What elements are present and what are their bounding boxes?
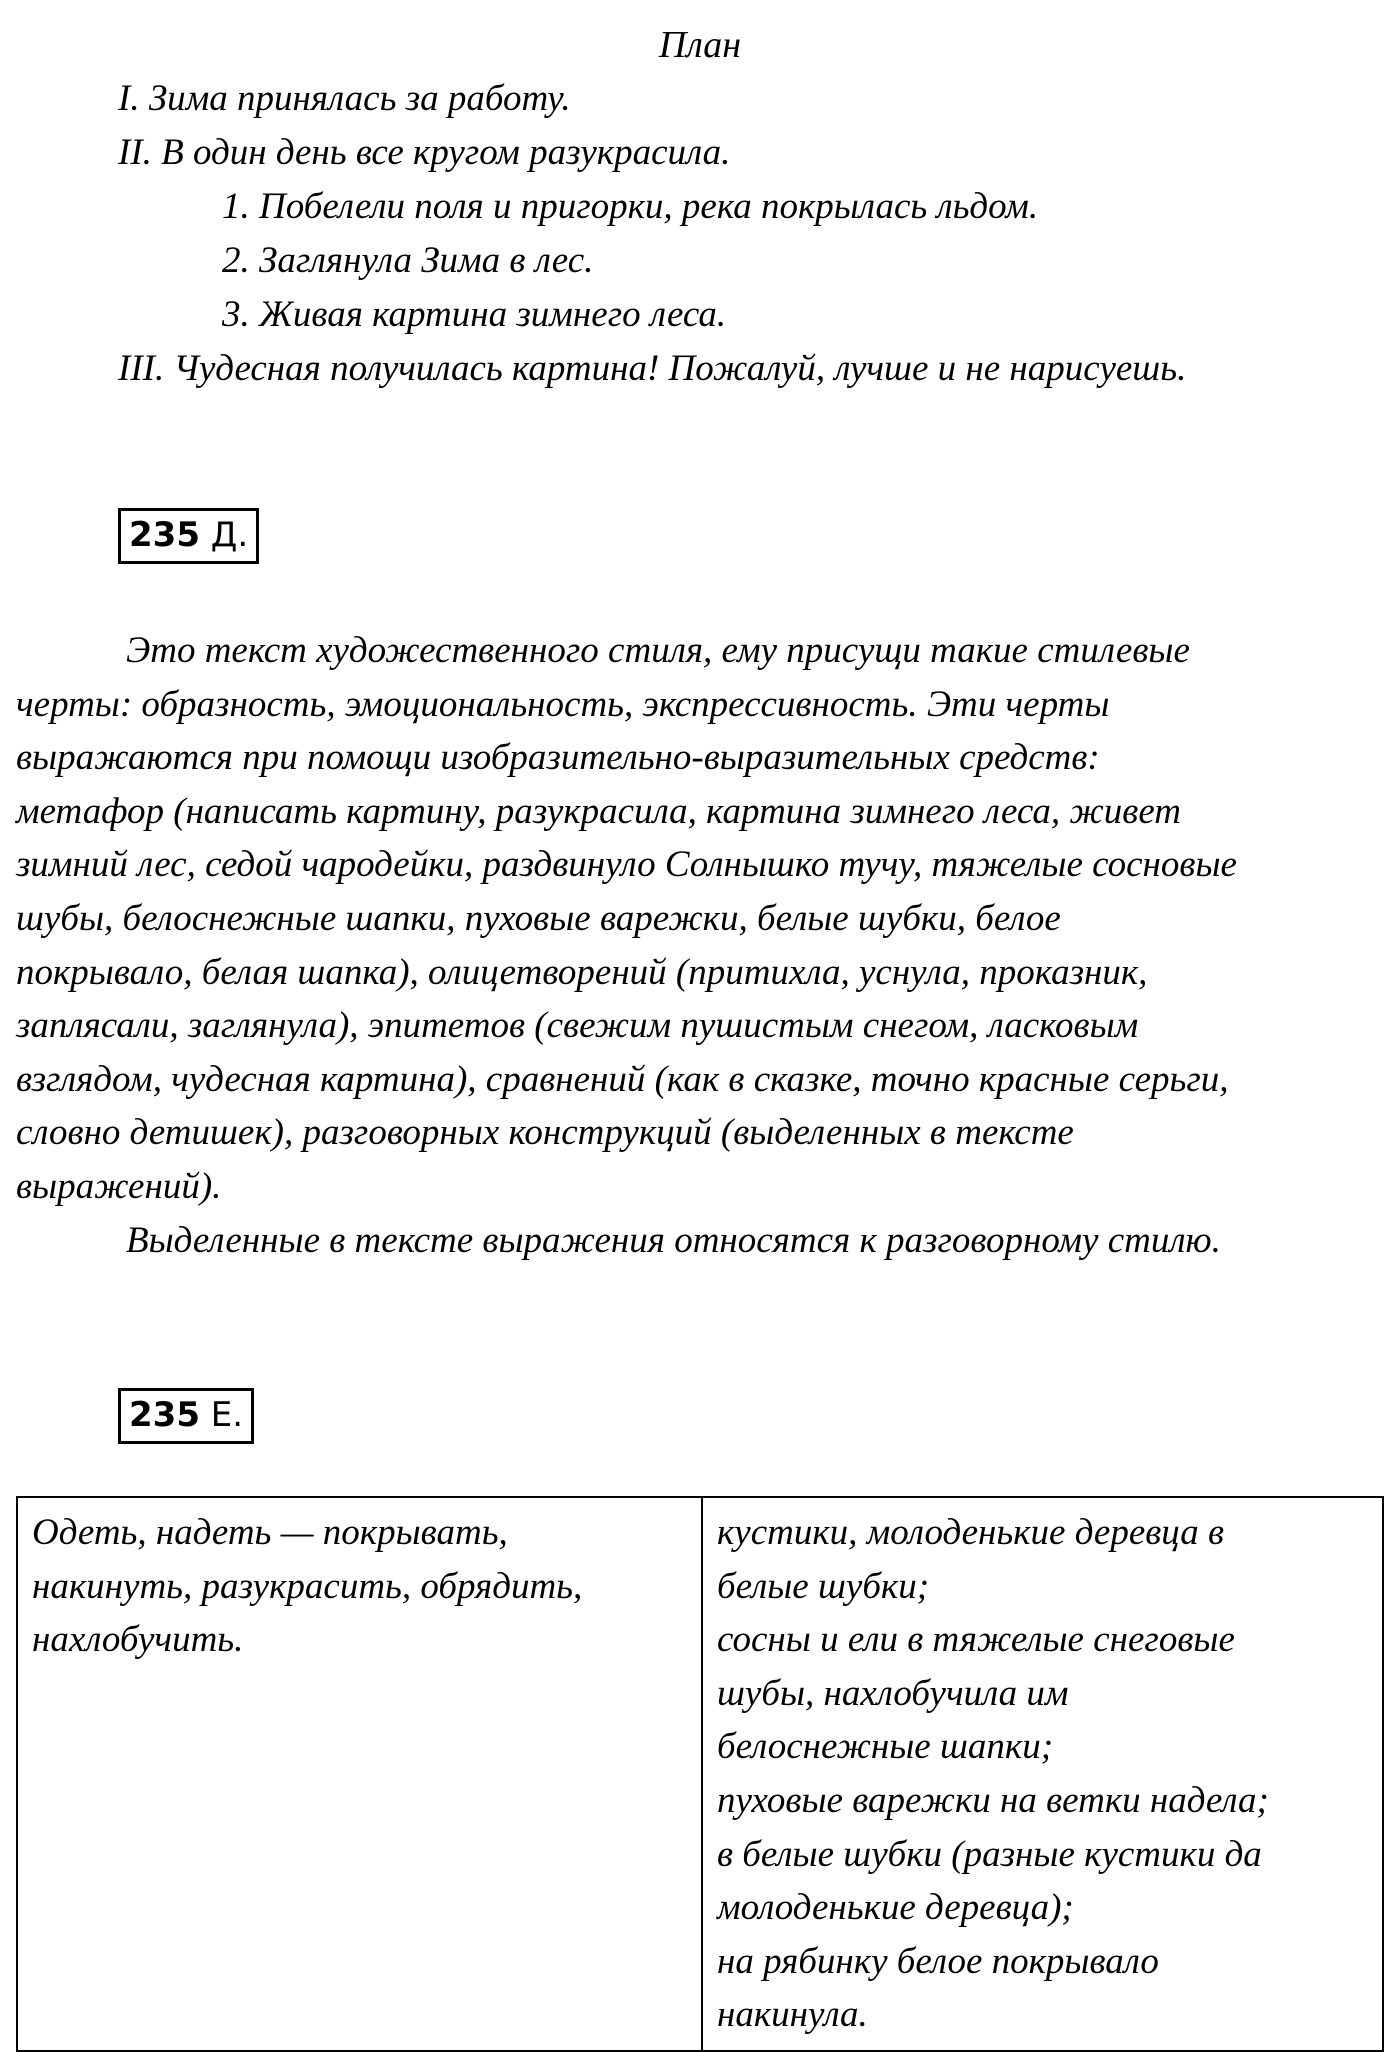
table-row: [17, 1497, 1383, 2051]
right-cell-line: сосны и ели в тяжелые снеговые: [717, 1619, 1235, 1661]
table-cell-right: [702, 1497, 1383, 2051]
right-cell-line: на рябинку белое покрывало: [717, 1940, 1159, 1982]
paragraph-line: шубы, белоснежные шапки, пуховые варежки, белые шубки, белое: [16, 897, 1061, 939]
paragraph-line: словно детишек), разговорных конструкций (выделенных в тексте: [16, 1112, 1074, 1154]
right-cell-line: молоденькие деревца);: [717, 1887, 1074, 1929]
paragraph-line: Это текст художественного стиля, ему присущи такие стилевые: [126, 630, 1190, 671]
plan-item-2: II. В один день все кругом разукрасила.: [118, 132, 731, 173]
task-d-paragraph: [16, 624, 1388, 1267]
conclusion-line: Выделенные в тексте выражения относятся к разговорному стилю.: [126, 1219, 1221, 1261]
left-cell-line: накинуть, разукрасить, обрядить,: [32, 1565, 583, 1607]
right-cell-line: пуховые варежки на ветки надела;: [717, 1779, 1269, 1821]
paragraph-line: выражений).: [16, 1165, 222, 1207]
right-cell-line: кустики, молоденькие деревца в: [717, 1512, 1225, 1553]
right-cell-line: накинула.: [717, 1994, 868, 2036]
left-cell-line: Одеть, надеть — покрывать,: [32, 1512, 508, 1553]
right-cell-line: белоснежные шапки;: [717, 1726, 1054, 1768]
task-d-letter: Д.: [210, 515, 249, 555]
paragraph-line: черты: образность, эмоциональность, экспрессивность. Эти черты: [16, 683, 1110, 725]
right-cell-line: белые шубки;: [717, 1565, 930, 1607]
plan-subitem-3: 3. Живая картина зимнего леса.: [222, 294, 727, 335]
plan-subitem-1: 1. Побелели поля и пригорки, река покрылась льдом.: [222, 186, 1039, 227]
right-cell-line: в белые шубки (разные кустики да: [717, 1833, 1262, 1875]
task-e-badge: [118, 1388, 254, 1444]
task-e-letter: Е.: [210, 1395, 244, 1435]
paragraph-line: метафор (написать картину, разукрасила, картина зимнего леса, живет: [16, 790, 1181, 832]
plan-subitem-2: 2. Заглянула Зима в лес.: [222, 240, 594, 281]
paragraph-line: зимний лес, седой чародейки, раздвинуло Солнышко тучу, тяжелые сосновые: [16, 844, 1237, 886]
plan-title: План: [658, 24, 742, 66]
task-e-table: [16, 1496, 1384, 2052]
table-cell-left: [17, 1497, 702, 2051]
task-e-number: 235: [129, 1395, 200, 1435]
paragraph-line: заплясали, заглянула), эпитетов (свежим пушистым снегом, ласковым: [16, 1005, 1139, 1047]
left-cell-line: нахлобучить.: [32, 1619, 244, 1661]
task-d-number: 235: [129, 515, 200, 555]
task-d-badge: [118, 508, 259, 564]
plan-item-1: I. Зима принялась за работу.: [118, 78, 571, 119]
paragraph-line: выражаются при помощи изобразительно-выразительных средств:: [16, 737, 1100, 779]
paragraph-line: взглядом, чудесная картина), сравнений (как в сказке, точно красные серьги,: [16, 1058, 1229, 1100]
plan-item-3: III. Чудесная получилась картина! Пожалуй, лучше и не нарисуешь.: [118, 348, 1187, 389]
paragraph-line: покрывало, белая шапка), олицетворений (притихла, уснула, проказник,: [16, 951, 1148, 993]
right-cell-line: шубы, нахлобучила им: [717, 1672, 1069, 1714]
